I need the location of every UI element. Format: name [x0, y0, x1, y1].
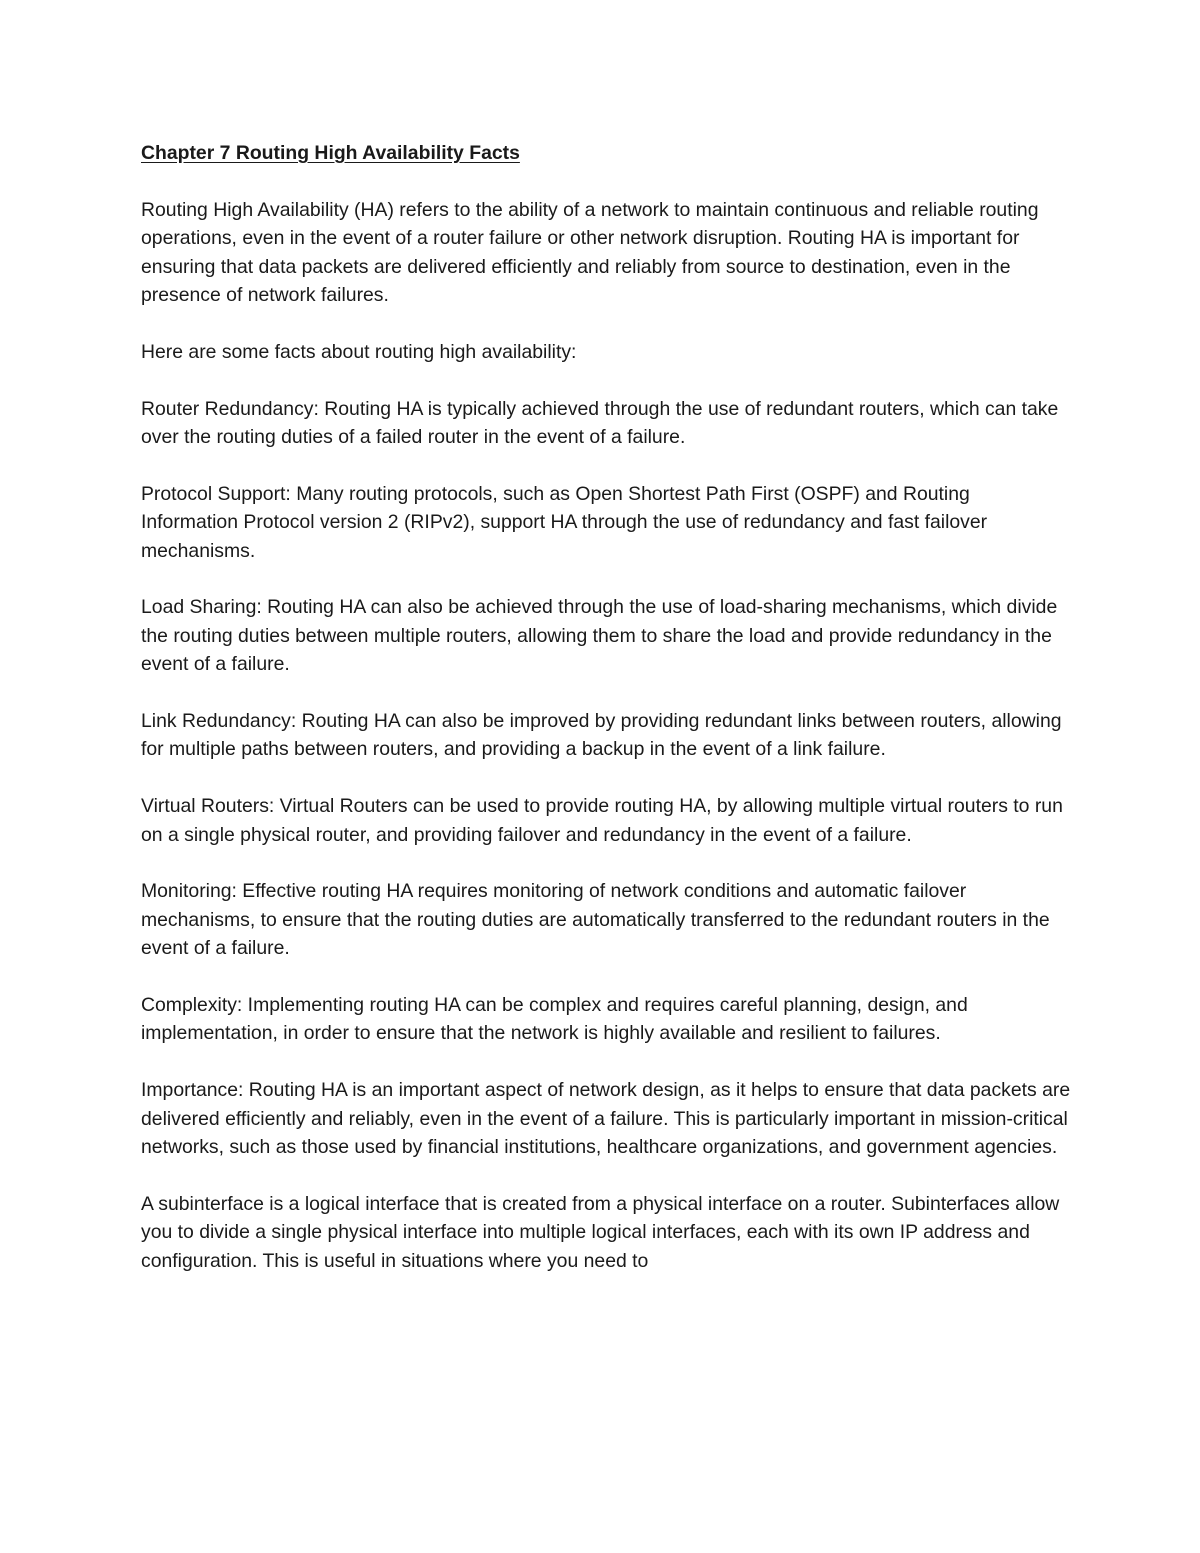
document-title: Chapter 7 Routing High Availability Facts: [141, 142, 520, 164]
paragraph-link-redundancy: Link Redundancy: Routing HA can also be improved by providing redundant links between routers, allowing for multiple paths between routers, and providing a backup in the event of a link failure.: [141, 710, 1062, 761]
paragraph-intro: Routing High Availability (HA) refers to the ability of a network to maintain continuous and reliable routing operations, even in the event of a router failure or other network disruption. Routing HA is important for ensuring that data packets are delivered efficiently and reliably from source to destination, even in the presence of network failures.: [141, 198, 1039, 307]
paragraph-load-sharing: Load Sharing: Routing HA can also be achieved through the use of load-sharing mechanisms, which divide the routing duties between multiple routers, allowing them to share the load and provide redundancy in the event of a failure.: [141, 596, 1058, 676]
paragraph-subinterface: A subinterface is a logical interface that is created from a physical interface on a router. Subinterfaces allow you to divide a single physical interface into multiple logical interfaces, each with its own IP address and configuration. This is useful in situations where you need to: [141, 1192, 1060, 1272]
document-body: [141, 139, 1071, 1275]
paragraph-monitoring: Monitoring: Effective routing HA requires monitoring of network conditions and automatic failover mechanisms, to ensure that the routing duties are automatically transferred to the redundant routers in the event of a failure.: [141, 880, 1050, 960]
paragraph-facts-lead: Here are some facts about routing high availability:: [141, 340, 577, 363]
paragraph-protocol-support: Protocol Support: Many routing protocols, such as Open Shortest Path First (OSPF) and Routing Information Protocol version 2 (RIPv2), support HA through the use of redundancy and fast failover mechanisms.: [141, 482, 988, 562]
paragraph-complexity: Complexity: Implementing routing HA can be complex and requires careful planning, design, and implementation, in order to ensure that the network is highly available and resilient to failures.: [141, 994, 968, 1045]
paragraph-virtual-routers: Virtual Routers: Virtual Routers can be used to provide routing HA, by allowing multiple virtual routers to run on a single physical router, and providing failover and redundancy in the event of a failure.: [141, 795, 1063, 846]
paragraph-router-redundancy: Router Redundancy: Routing HA is typically achieved through the use of redundant routers, which can take over the routing duties of a failed router in the event of a failure.: [141, 397, 1059, 449]
paragraph-importance: Importance: Routing HA is an important aspect of network design, as it helps to ensure that data packets are delivered efficiently and reliably, even in the event of a failure. This is particularly important in mission-critical networks, such as those used by financial institutions, healthcare organizations, and government agencies.: [141, 1079, 1071, 1159]
